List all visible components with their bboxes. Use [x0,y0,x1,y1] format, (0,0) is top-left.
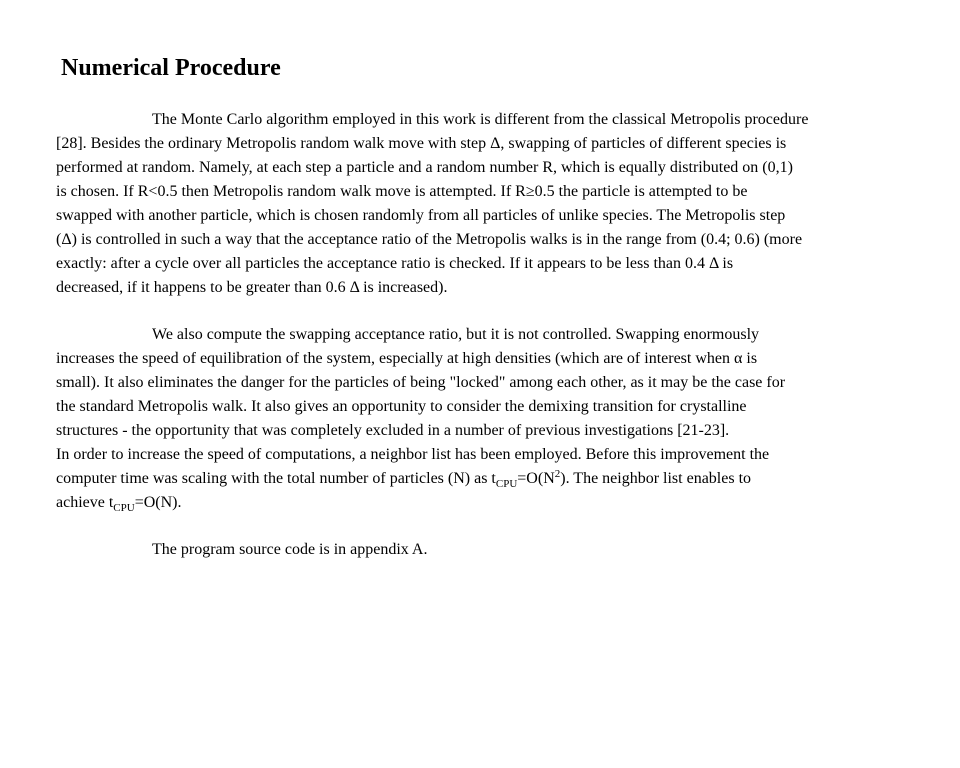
text-line: increases the speed of equilibration of the system, especially at high densities (which are of interest when α is [56,350,758,367]
subscript-cpu: CPU [113,502,135,514]
text-line: is chosen. If R<0.5 then Metropolis random walk move is attempted. If R≥0.5 the particle is attempted to be [56,183,748,200]
text-line: We also compute the swapping acceptance ratio, but it is not controlled. Swapping enormously [152,326,760,343]
section-heading: Numerical Procedure [61,55,281,81]
text-line: small). It also eliminates the danger for the particles of being "locked" among each other, as it may be the case for [56,374,786,391]
paragraph-swapping-acceptance [56,323,934,515]
text-line: computer time was scaling with the total number of particles (N) as $t_{CPU}=O(N^2)$. The neighbor list enables to [56,468,752,490]
text-line: structures - the opportunity that was completely excluded in a number of previous investigations [21-23]. [56,422,730,439]
subscript-cpu: CPU [495,478,518,490]
text-line: performed at random. Namely, at each step a particle and a random number R, which is equally distributed on (0,1) [56,159,793,176]
paragraph-source-code-note [56,538,934,562]
superscript-exponent: 2 [554,468,561,480]
text-line: (Δ) is controlled in such a way that the acceptance ratio of the Metropolis walks is in the range from (0.4; 0.6) (more [56,231,803,248]
text-line: In order to increase the speed of computations, a neighbor list has been employed. Before this improvement the [56,446,770,463]
text-line: swapped with another particle, which is chosen randomly from all particles of unlike species. The Metropolis step [56,207,786,224]
text-line: [28]. Besides the ordinary Metropolis random walk move with step Δ, swapping of particles of different species is [56,135,787,152]
text-line: The Monte Carlo algorithm employed in this work is different from the classical Metropolis procedure [152,111,809,128]
paragraph-monte-carlo-algorithm [56,108,934,300]
text-line: the standard Metropolis walk. It also gives an opportunity to consider the demixing transition for crystalline [56,398,747,415]
text-line: The program source code is in appendix A. [152,541,428,558]
text-line: achieve $t_{CPU}=O(N)$. [56,494,182,514]
text-line: exactly: after a cycle over all particles the acceptance ratio is checked. If it appears to be less than 0.4 Δ is [56,255,734,272]
text-line: decreased, if it happens to be greater than 0.6 Δ is increased). [56,279,448,296]
